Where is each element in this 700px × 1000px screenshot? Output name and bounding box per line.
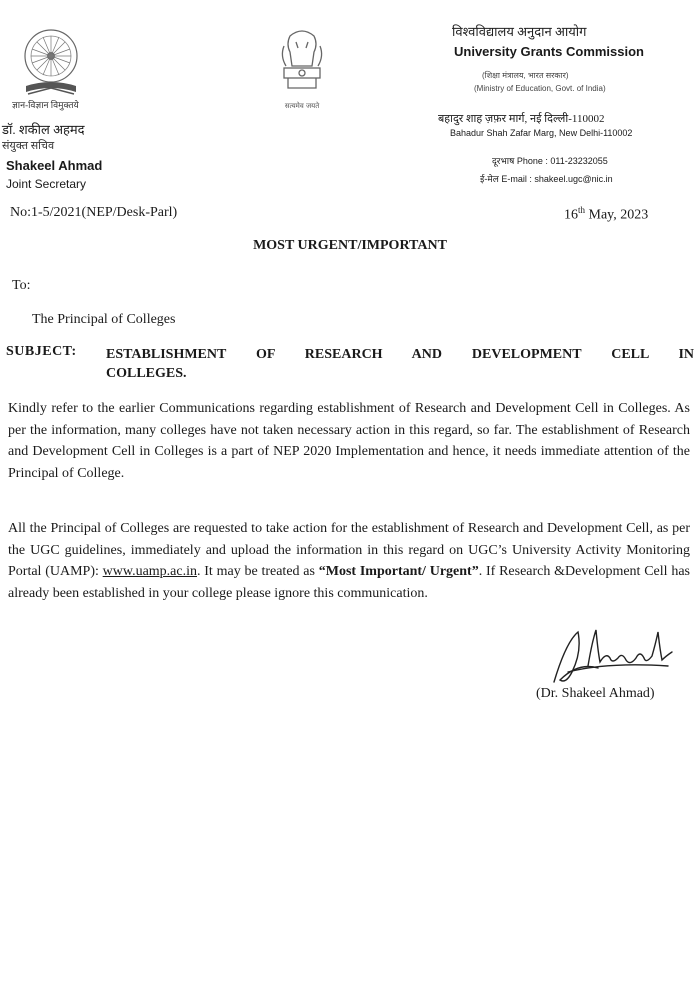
email-address: shakeel.ugc@nic.in <box>534 174 613 184</box>
official-title-hindi: संयुक्त सचिव <box>2 140 55 152</box>
subject-line-1: ESTABLISHMENT OF RESEARCH AND DEVELOPMENT CELL IN <box>106 347 694 362</box>
ministry-hindi: (शिक्षा मंत्रालय, भारत सरकार) <box>482 71 569 80</box>
official-name-hindi: डॉ. शकील अहमद <box>2 122 85 137</box>
signatory: (Dr. Shakeel Ahmad) <box>536 686 655 701</box>
org-name: University Grants Commission <box>454 44 644 59</box>
paragraph-2-part-a: All the Principal of Colleges are requested to take action for the establishment of Research and Development Cell, as per the UGC guidelines, immediately and upload the information in this regard on UGC’s University Activity Monitoring Portal (UAMP): <box>8 521 690 579</box>
email-line <box>480 172 613 185</box>
date-suffix: th <box>578 205 586 215</box>
paragraph-1: Kindly refer to the earlier Communications regarding establishment of Research and Development Cell in Colleges. As per the information, many colleges have not taken necessary action in this regard, so far. The establishment of Research and Development Cell in Colleges is a part of NEP 2020 Implementation and hence, it needs immediate attention of the Principal of College. <box>8 401 690 481</box>
recipient: The Principal of Colleges <box>32 312 176 327</box>
national-emblem <box>262 22 342 122</box>
phone-line <box>492 154 608 167</box>
paragraph-2-emphasis: “Most Important/ Urgent” <box>318 564 479 579</box>
official-name: Shakeel Ahmad <box>6 158 103 173</box>
paragraph-2-part-b: . It may be treated as <box>197 564 319 579</box>
date-month-year: May, 2023 <box>585 207 649 223</box>
uamp-link[interactable]: www.uamp.ac.in <box>102 564 197 579</box>
paragraph-2-part-c: . If Research &Development Cell has already been established in your college please ignore this communication. <box>8 564 690 601</box>
official-title: Joint Secretary <box>6 177 87 191</box>
address: Bahadur Shah Zafar Marg, New Delhi-110002 <box>450 128 633 138</box>
signature <box>548 622 684 690</box>
reference-number: No:1-5/2021(NEP/Desk-Parl) <box>10 205 178 220</box>
phone-label: दूरभाष Phone : <box>492 156 548 166</box>
email-label: ई-मेल E-mail : <box>480 174 532 184</box>
ministry: (Ministry of Education, Govt. of India) <box>474 84 606 93</box>
date-day: 16 <box>564 207 578 223</box>
org-name-hindi: विश्वविद्यालय अनुदान आयोग <box>452 24 587 39</box>
paragraph-2 <box>8 518 690 604</box>
logo-caption: ज्ञान-विज्ञान विमुक्तये <box>12 100 79 110</box>
subject-label: SUBJECT: <box>6 344 77 359</box>
phone-number: 011-23232055 <box>550 156 608 166</box>
letter-heading: MOST URGENT/IMPORTANT <box>253 238 447 253</box>
letter-date <box>564 205 648 224</box>
address-hindi: बहादुर शाह ज़फ़र मार्ग, नई दिल्ली-110002 <box>438 113 605 125</box>
to-label: To: <box>12 278 31 293</box>
subject-line-2: COLLEGES. <box>106 366 187 381</box>
emblem-caption: सत्यमेव जयते <box>284 102 320 110</box>
